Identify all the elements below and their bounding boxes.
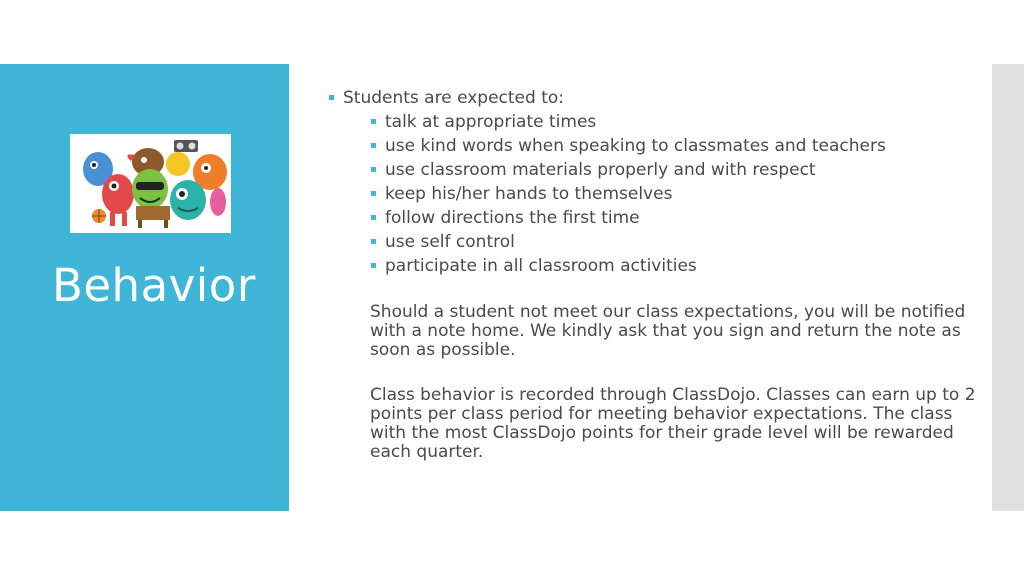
list-item-text: use kind words when speaking to classmates and teachers	[385, 136, 886, 156]
intro-text: Students are expected to:	[343, 88, 565, 108]
classdojo-paragraph: Class behavior is recorded through ClassDojo. Classes can earn up to 2 points per class period for meeting behavior expectations. The class with the most ClassDojo points for their grade level will be rewarded each quarter.	[370, 385, 976, 462]
bullet-icon	[371, 239, 376, 244]
bullet-icon	[371, 215, 376, 220]
list-item-text: follow directions the first time	[385, 208, 640, 228]
list-item	[328, 254, 988, 278]
classdojo-monsters-illustration	[70, 134, 231, 233]
bullet-icon	[371, 167, 376, 172]
bullet-icon	[371, 119, 376, 124]
monsters-icon	[70, 134, 231, 233]
list-item	[328, 134, 988, 158]
bullet-icon	[371, 191, 376, 196]
slide-title: Behavior	[52, 259, 256, 312]
bullet-icon	[371, 263, 376, 268]
list-item-text: keep his/her hands to themselves	[385, 184, 673, 204]
list-item	[328, 182, 988, 206]
expectations-list	[328, 110, 988, 278]
list-item-text: talk at appropriate times	[385, 112, 597, 132]
list-item-text: participate in all classroom activities	[385, 256, 697, 276]
bullet-icon	[371, 143, 376, 148]
intro-bullet	[328, 86, 988, 110]
list-item	[328, 158, 988, 182]
list-item	[328, 230, 988, 254]
slide-content	[328, 86, 988, 462]
bullet-icon	[329, 95, 334, 100]
list-item	[328, 110, 988, 134]
list-item-text: use self control	[385, 232, 515, 252]
list-item-text: use classroom materials properly and with respect	[385, 160, 816, 180]
list-item	[328, 206, 988, 230]
notice-paragraph: Should a student not meet our class expectations, you will be notified with a note home. We kindly ask that you sign and return the note as soon as possible.	[370, 302, 966, 360]
side-strip	[992, 64, 1024, 511]
